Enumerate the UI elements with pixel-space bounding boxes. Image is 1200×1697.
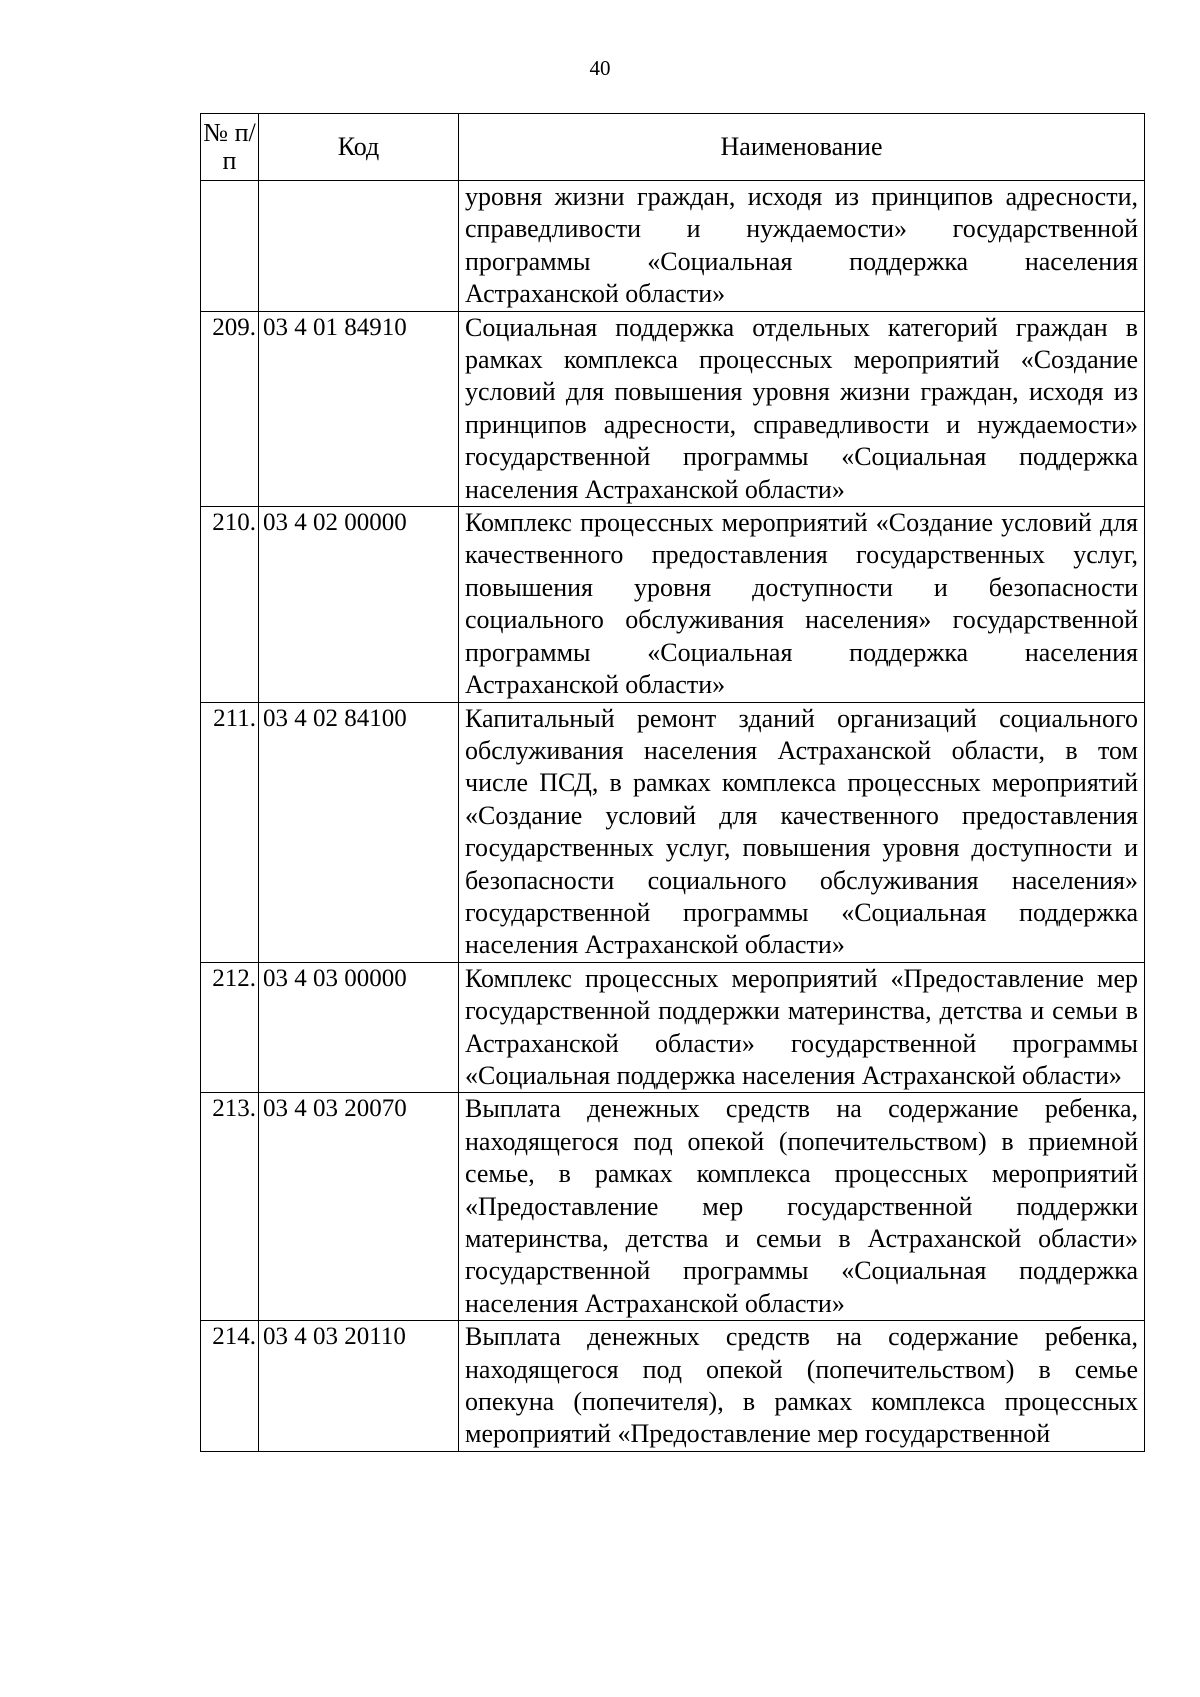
row-num: 209. xyxy=(201,311,259,506)
table-row xyxy=(201,181,1145,312)
row-name: Выплата денежных средств на содержание ребенка, находящегося под опекой (попечительством) в семье опекуна (попечителя), в рамках комплекса процессных мероприятий «Предоставление мер государственной xyxy=(459,1321,1145,1452)
header-name: Наименование xyxy=(459,114,1145,181)
table-row xyxy=(201,962,1145,1093)
header-num: № п/п xyxy=(201,114,259,181)
row-name: Комплекс процессных мероприятий «Предоставление мер государственной поддержки материнства, детства и семьи в Астраханской области» государственной программы «Социальная поддержка населения Астраханской области» xyxy=(459,962,1145,1093)
row-code: 03 4 02 00000 xyxy=(259,507,459,702)
row-num: 211. xyxy=(201,702,259,962)
row-num: 214. xyxy=(201,1321,259,1452)
row-code: 03 4 03 20070 xyxy=(259,1093,459,1321)
table-row xyxy=(201,507,1145,702)
row-name: Комплекс процессных мероприятий «Создание условий для качественного предоставления государственных услуг, повышения уровня доступности и безопасности социального обслуживания населения» государственной программы «Социальная поддержка населения Астраханской области» xyxy=(459,507,1145,702)
table-row xyxy=(201,1321,1145,1452)
row-num: 213. xyxy=(201,1093,259,1321)
table-header-row xyxy=(201,114,1145,181)
row-name: уровня жизни граждан, исходя из принципов адресности, справедливости и нуждаемости» государственной программы «Социальная поддержка населения Астраханской области» xyxy=(459,181,1145,312)
classification-table xyxy=(200,113,1145,1452)
row-num: 212. xyxy=(201,962,259,1093)
row-name: Выплата денежных средств на содержание ребенка, находящегося под опекой (попечительством) в приемной семье, в рамках комплекса процессных мероприятий «Предоставление мер государственной поддержки материнства, детства и семьи в Астраханской области» государственной программы «Социальная поддержка населения Астраханской области» xyxy=(459,1093,1145,1321)
row-code xyxy=(259,181,459,312)
row-code: 03 4 02 84100 xyxy=(259,702,459,962)
row-name: Социальная поддержка отдельных категорий граждан в рамках комплекса процессных мероприятий «Создание условий для повышения уровня жизни граждан, исходя из принципов адресности, справедливости и нуждаемости» государственной программы «Социальная поддержка населения Астраханской области» xyxy=(459,311,1145,506)
row-code: 03 4 03 20110 xyxy=(259,1321,459,1452)
header-code: Код xyxy=(259,114,459,181)
table-row xyxy=(201,1093,1145,1321)
row-num: 210. xyxy=(201,507,259,702)
table-row xyxy=(201,702,1145,962)
page-number: 40 xyxy=(589,56,611,80)
row-code: 03 4 01 84910 xyxy=(259,311,459,506)
row-name: Капитальный ремонт зданий организаций социального обслуживания населения Астраханской области, в том числе ПСД, в рамках комплекса процессных мероприятий «Создание условий для качественного предоставления государственных услуг, повышения уровня доступности и безопасности социального обслуживания населения» государственной программы «Социальная поддержка населения Астраханской области» xyxy=(459,702,1145,962)
row-num xyxy=(201,181,259,312)
table-row xyxy=(201,311,1145,506)
row-code: 03 4 03 00000 xyxy=(259,962,459,1093)
